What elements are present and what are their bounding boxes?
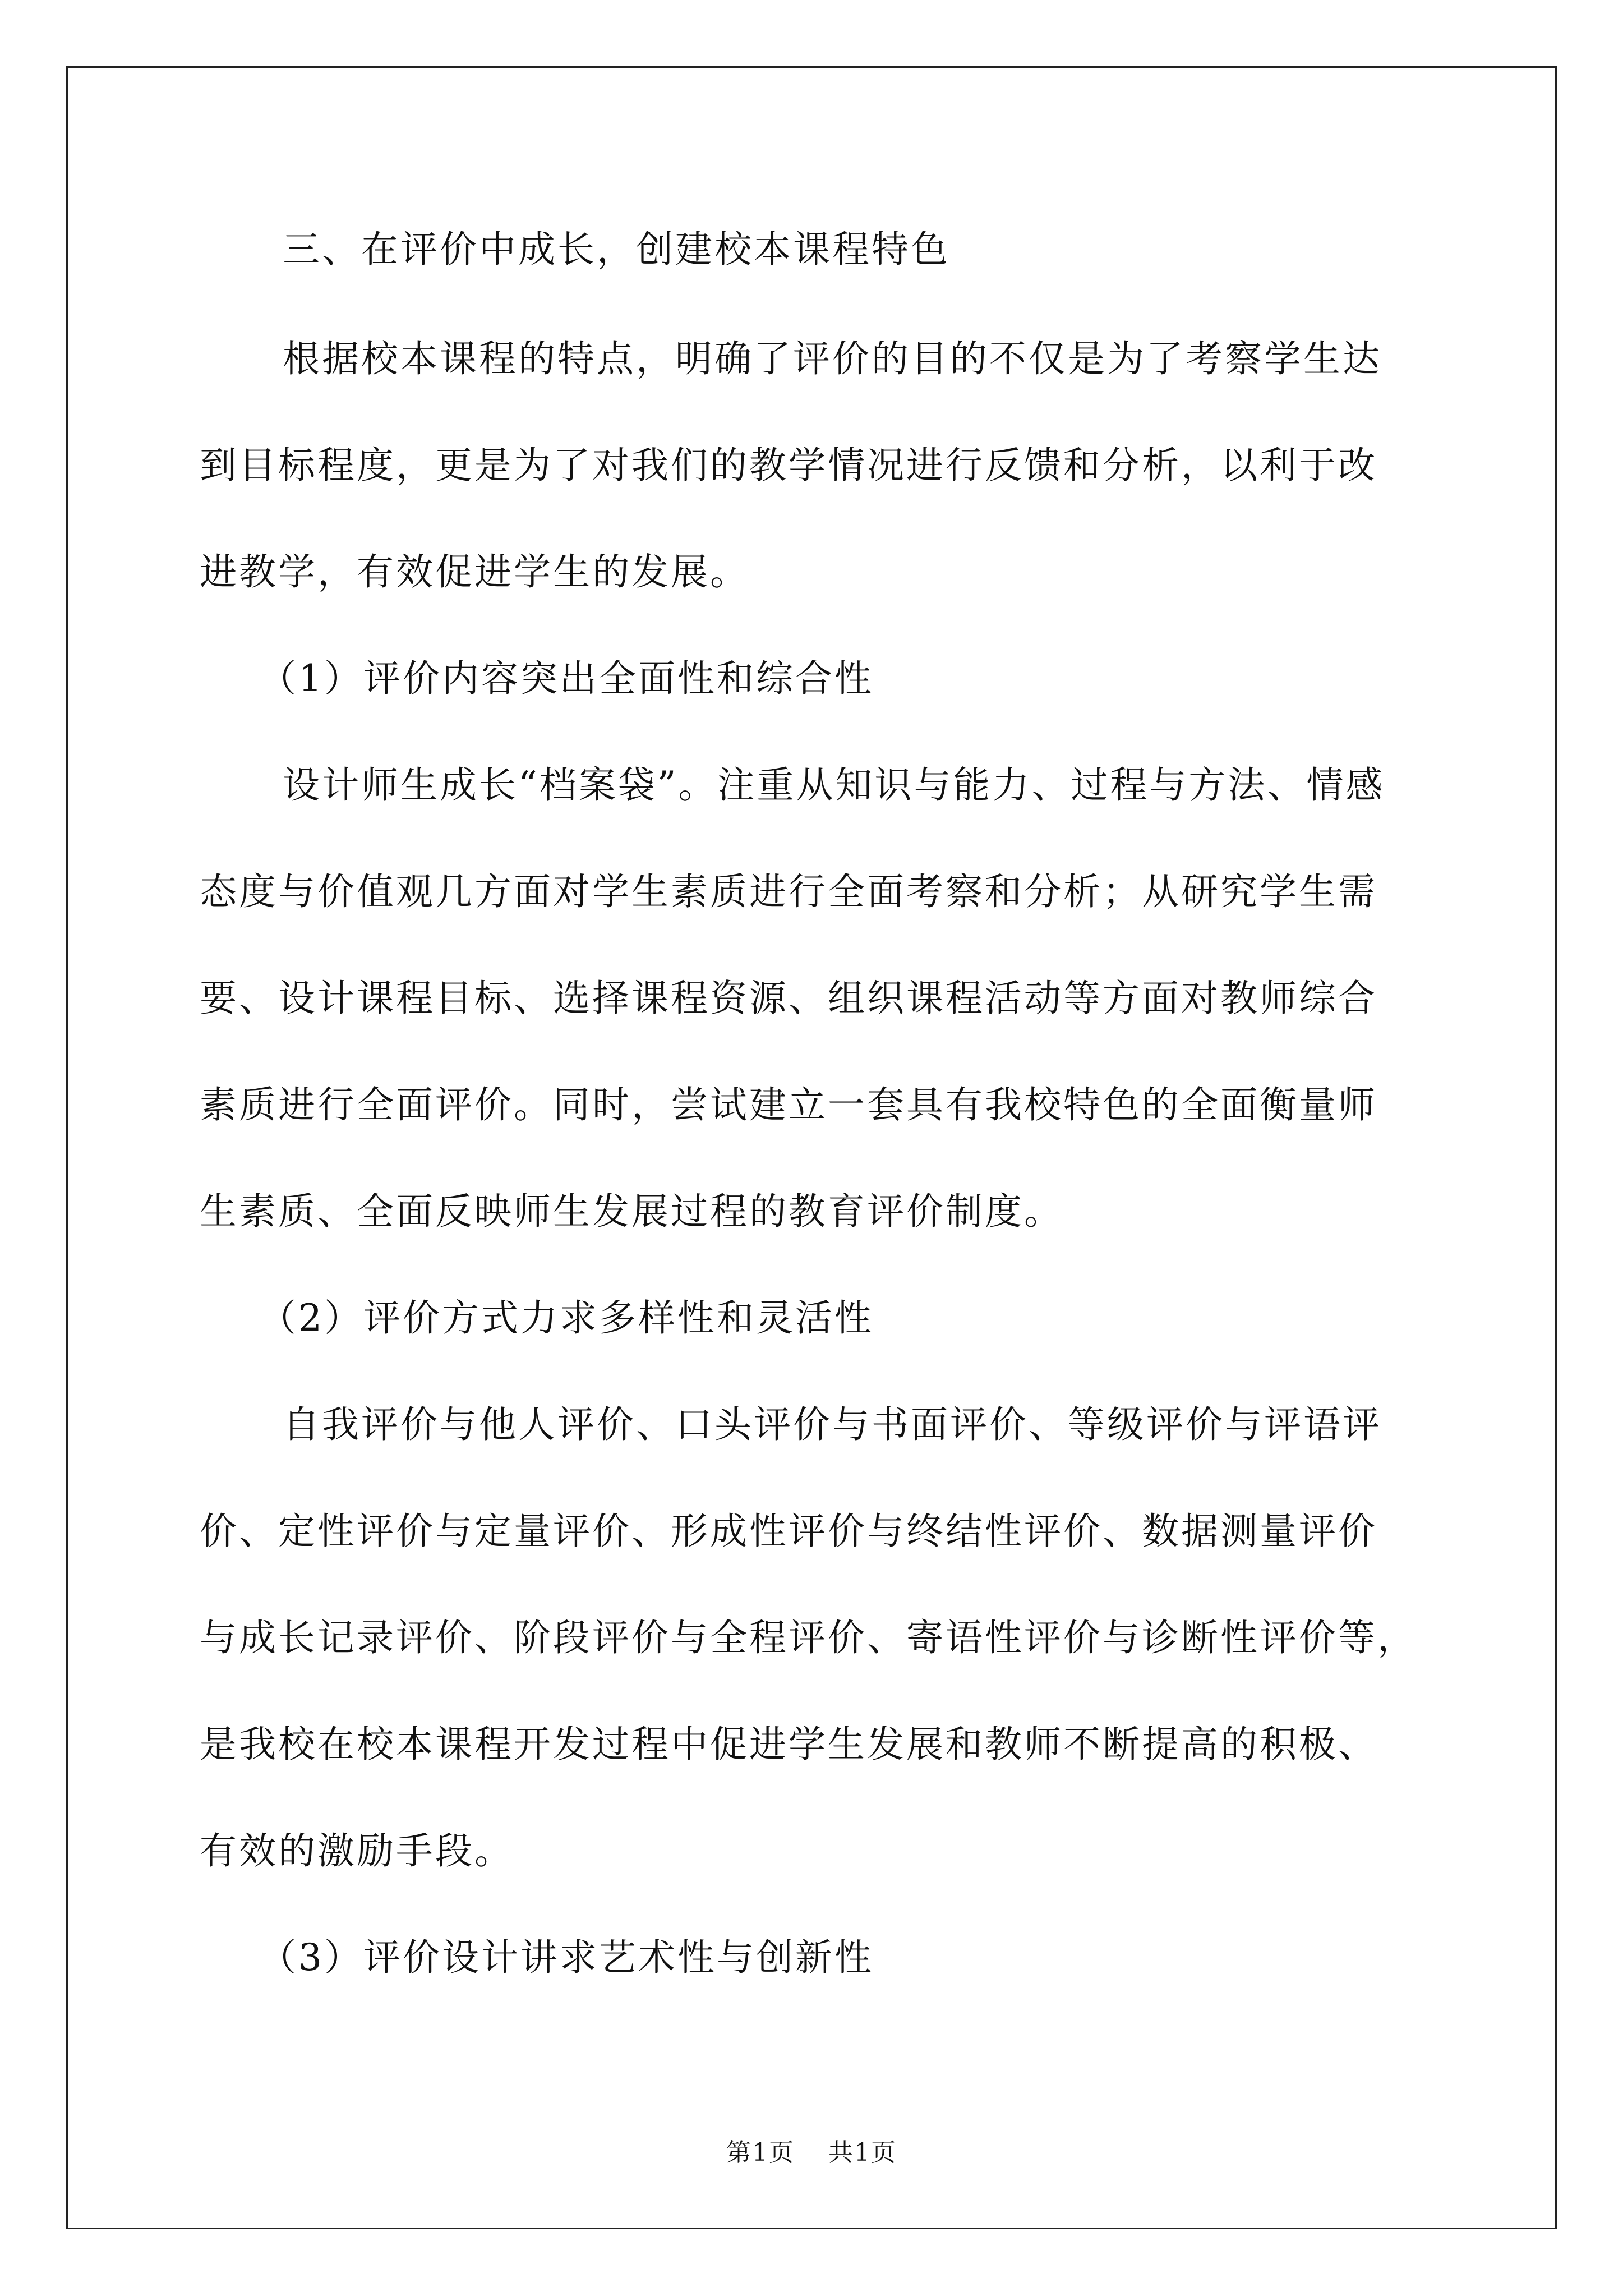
paragraph-line: 素质进行全面评价。同时，尝试建立一套具有我校特色的全面衡量师 (200, 1083, 1377, 1126)
page-total: 共1页 (828, 2138, 897, 2167)
section-heading: 三、在评价中成长，创建校本课程特色 (283, 228, 950, 271)
paragraph-line: 设计师生成长“档案袋”。注重从知识与能力、过程与方法、情感 (283, 763, 1385, 807)
paragraph-line: 生素质、全面反映师生发展过程的教育评价制度。 (200, 1190, 1063, 1233)
page-number: 第1页 (726, 2138, 795, 2167)
paragraph-line: 根据校本课程的特点，明确了评价的目的不仅是为了考察学生达 (283, 337, 1382, 380)
paragraph-line: 自我评价与他人评价、口头评价与书面评价、等级评价与评语评 (283, 1403, 1382, 1446)
subheading: （1）评价内容突出全面性和综合性 (259, 657, 874, 700)
paragraph-line: 要、设计课程目标、选择课程资源、组织课程活动等方面对教师综合 (200, 977, 1377, 1020)
paragraph-line: 到目标程度，更是为了对我们的教学情况进行反馈和分析，以利于改 (200, 444, 1377, 487)
paragraph-line: 是我校在校本课程开发过程中促进学生发展和教师不断提高的积极、 (200, 1723, 1377, 1766)
paragraph-line: 态度与价值观几方面对学生素质进行全面考察和分析；从研究学生需 (200, 870, 1377, 913)
subheading: （2）评价方式力求多样性和灵活性 (259, 1296, 874, 1340)
subheading: （3）评价设计讲求艺术性与创新性 (259, 1936, 874, 1979)
paragraph-line: 与成长记录评价、阶段评价与全程评价、寄语性评价与诊断性评价等， (200, 1616, 1417, 1659)
paragraph-line: 有效的激励手段。 (200, 1829, 514, 1872)
page-border (66, 66, 1557, 2229)
paragraph-line: 进教学，有效促进学生的发展。 (200, 550, 749, 593)
page-footer (0, 2137, 1623, 2169)
paragraph-line: 价、定性评价与定量评价、形成性评价与终结性评价、数据测量评价 (200, 1510, 1377, 1553)
